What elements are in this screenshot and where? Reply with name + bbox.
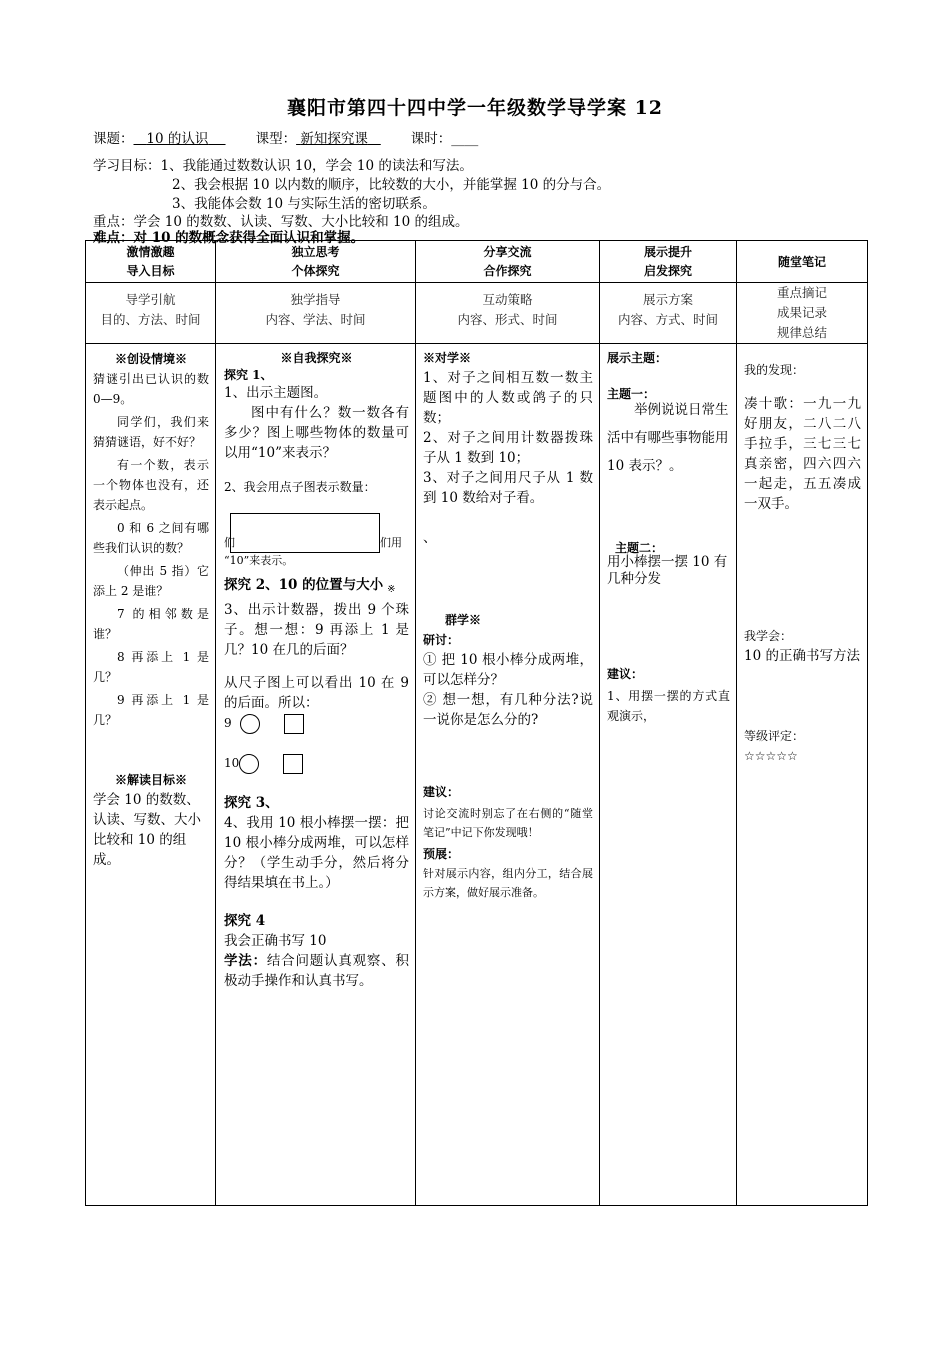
subheader-row: [86, 283, 868, 344]
pair-study-text: 2、对子之间用计数器拨珠子从 1 数到 10；: [423, 430, 593, 466]
discovery-title: 我的发现：: [744, 363, 805, 377]
advice-text: 讨论交流时别忘了在右侧的“随堂笔记”中记下你发现哦！: [423, 807, 593, 839]
col-header: 激情激趣 导入目标: [86, 241, 216, 283]
goal-text: 学会 10 的数数、认读、写数、大小比较和 10 的组成。: [93, 792, 201, 868]
col-subheader: 导学引航 目的、方法、时间: [86, 283, 216, 344]
objective-2: 2、我会根据 10 以内数的顺序，比较数的大小，并能掌握 10 的分与合。: [172, 177, 611, 193]
explore-1-text: 图中有什么？数一数各有多少？图上哪些物体的数量可以用“10”来表示？: [224, 405, 409, 461]
difficult-point: 难点：对 10 的数概念获得全面认识和掌握。: [93, 230, 365, 246]
compare-row: 10: [224, 753, 409, 793]
explore-2-title: 探究 2、10 的位置与大小 $_※$: [224, 577, 396, 595]
dot-figure-box: [230, 513, 380, 553]
objective-3: 3、我能体会数 10 与实际生活的密切联系。: [172, 196, 436, 212]
pair-study-text: 、: [423, 530, 437, 546]
explore-3-text: 4、我用 10 根小棒摆一摆：把 10 根小棒分成两堆，可以怎样分？（学生动手分，然后将分得结果填在书上。）: [224, 815, 409, 891]
col-header: 分享交流 合作探究: [416, 241, 600, 283]
meta-line: [93, 127, 478, 147]
col-subheader: 重点摘记 成果记录 规律总结: [737, 283, 868, 344]
intro-text: （伸出 5 指）它添上 2 是谁？: [93, 564, 209, 598]
square-blank: [284, 714, 304, 734]
dot-figure-caption: 们用: [380, 536, 402, 549]
circle-blank: [240, 714, 260, 734]
explore-4-title: 探究 4: [224, 913, 266, 929]
rating-stars: ☆☆☆☆☆: [744, 749, 798, 763]
explore-1-text: 1、出示主题图。: [224, 385, 328, 401]
intro-text: 0 和 6 之间有哪些我们认识的数？: [93, 521, 209, 555]
pair-study-text: 3、对子之间用尺子从 1 数到 10 数给对子看。: [423, 470, 593, 506]
col-cooperation: [416, 344, 600, 1206]
grade-title: 等级评定：: [744, 729, 805, 743]
explore-1-text: 2、我会用点子图表示数量：: [224, 480, 376, 494]
theme-2-text: 用小棒摆一摆 10 有几种分发: [607, 554, 728, 587]
study-plan-table: [85, 240, 868, 1206]
dot-figure-caption: “10”来表示。: [224, 554, 294, 567]
advice-title: 建议：: [423, 785, 460, 799]
scenario-heading: ※创设情境※: [114, 352, 187, 366]
research-question: ② 想一想，有几种分法?说一说你是怎么分的?: [423, 692, 593, 728]
explore-1-title: 探究 1、: [224, 368, 273, 382]
learned-text: 10 的正确书写方法: [744, 648, 860, 664]
compare-row: 9: [224, 713, 409, 747]
col-header: 展示提升 启发探究: [600, 241, 737, 283]
explore-3-title: 探究 3、: [224, 795, 279, 811]
circle-blank: [239, 754, 259, 774]
preview-text: 针对展示内容，组内分工，结合展示方案，做好展示准备。: [423, 867, 593, 899]
explore-2-text: 从尺子图上可以看出 10 在 9 的后面。所以：: [224, 675, 409, 711]
intro-text: 猜谜引出已认识的数 0—9。: [93, 372, 209, 406]
intro-text: 9 再添上 1 是几？: [93, 693, 209, 727]
objective-1: 学习目标：1、我能通过数数认识 10，学会 10 的读法和写法。: [93, 158, 473, 174]
page-title: 襄阳市第四十四中学一年级数学导学案 12: [286, 97, 664, 119]
intro-text: 7 的相邻数是谁？: [93, 607, 209, 641]
theme-1-title: 主题一：: [607, 387, 656, 401]
intro-text: 有一个数，表示一个物体也没有，还表示起点。: [93, 458, 209, 512]
period-label: 课时：: [410, 131, 452, 147]
dot-figure-caption: 们: [224, 536, 235, 549]
intro-text: 同学们，我们来猜猜谜语，好不好？: [93, 415, 209, 449]
col-presentation: [600, 344, 737, 1206]
explore-4-text: 我会正确书写 10: [224, 933, 327, 949]
explore-4-method: 学法：结合问题认真观察、积极动手操作和认真书写。: [224, 953, 409, 989]
col-header: 独立思考 个体探究: [216, 241, 416, 283]
topic-label: 课题：: [93, 131, 134, 147]
header-row: [86, 241, 868, 283]
research-question: ① 把 10 根小棒分成两堆，可以怎样分？: [423, 652, 593, 688]
col-subheader: 互动策略 内容、形式、时间: [416, 283, 600, 344]
group-study-heading: 群学※: [445, 613, 482, 627]
col-header: 随堂笔记: [737, 241, 868, 283]
explore-2-text: 3、出示计数器，拨出 9 个珠子。想一想：9 再添上 1 是几？10 在几的后面？: [224, 602, 409, 658]
learned-title: 我学会：: [744, 629, 793, 643]
theme-2-title: 主题二：: [615, 541, 664, 555]
preview-title: 预展：: [423, 847, 460, 861]
col-self-study: [216, 344, 416, 1206]
presentation-advice-title: 建议：: [607, 667, 644, 681]
type-value: 新知探究课: [300, 131, 368, 147]
col-notes: [737, 344, 868, 1206]
pair-study-text: 1、对子之间相互数一数主题图中的人数或鸽子的只数；: [423, 370, 593, 426]
key-point: 重点：学会 10 的数数、认读、写数、大小比较和 10 的组成。: [93, 214, 469, 230]
pair-study-heading: ※对学※: [423, 351, 472, 365]
make-ten-song: 凑十歌：一九一九好朋友，二八二八手拉手，三七三七真亲密，四六四六一起走，五五凑成一双手。: [744, 396, 861, 512]
intro-text: 8 再添上 1 是几？: [93, 650, 209, 684]
presentation-heading: 展示主题：: [607, 351, 668, 365]
type-label: 课型：: [255, 131, 297, 147]
square-blank: [283, 754, 303, 774]
presentation-advice-text: 1、用摆一摆的方式直观演示，: [607, 689, 730, 723]
col-subheader: 独学指导 内容、学法、时间: [216, 283, 416, 344]
content-row: [86, 344, 868, 1206]
topic-value: 10 的认识: [146, 131, 209, 147]
period-value: ____: [451, 131, 479, 147]
research-title: 研讨：: [423, 633, 460, 647]
theme-1-text: 举例说说日常生活中有哪些事物能用 10 表示？。: [607, 402, 729, 474]
goal-heading: ※解读目标※: [114, 773, 187, 787]
col-subheader: 展示方案 内容、方式、时间: [600, 283, 737, 344]
col-intro: [86, 344, 216, 1206]
self-study-heading: ※自我探究※: [280, 351, 353, 365]
